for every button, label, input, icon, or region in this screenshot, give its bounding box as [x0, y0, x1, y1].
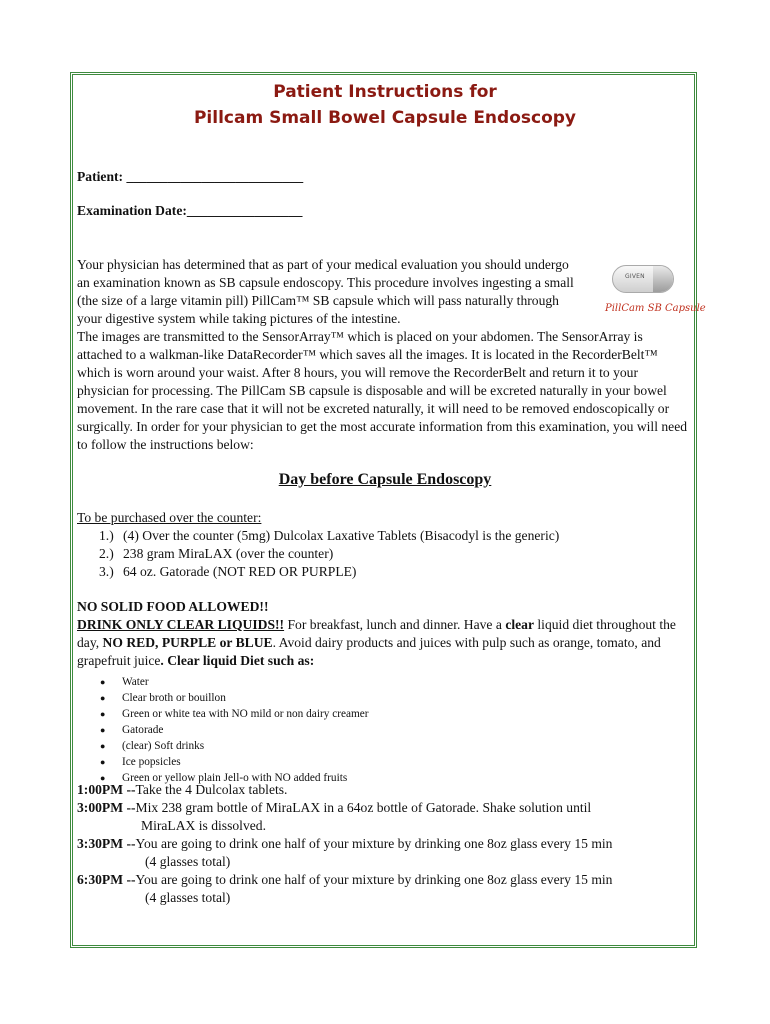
bullet-icon: ●	[100, 677, 106, 687]
item-text: Green or white tea with NO mild or non dairy creamer	[122, 708, 369, 720]
capsule-cap	[653, 266, 673, 292]
schedule-row	[77, 835, 689, 853]
list-item	[99, 563, 689, 581]
schedule-row	[77, 799, 689, 817]
diet-text: For breakfast, lunch and dinner. Have a	[284, 617, 506, 632]
intro-text-wrapped: Your physician has determined that as part of your medical evaluation you should undergo an examination known as SB capsule endoscopy. This procedure involves ingesting a small (the size of a large vitamin pill) PillCam™ SB capsule which will pass naturally through your digestive system while taking pictures of the intestine.	[77, 257, 574, 326]
diet-list-intro: . Clear liquid Diet such as:	[160, 653, 315, 668]
schedule-time: 3:30PM --	[77, 836, 136, 851]
item-text: Ice popsicles	[122, 756, 181, 768]
item-text: (clear) Soft drinks	[122, 740, 205, 752]
item-number: 1.)	[99, 528, 114, 543]
bullet-icon: ●	[100, 757, 106, 767]
item-number: 3.)	[99, 564, 114, 579]
diet-rules	[77, 598, 689, 786]
list-item	[99, 527, 689, 545]
bullet-icon: ●	[100, 773, 106, 783]
bullet-icon: ●	[100, 741, 106, 751]
capsule-logo: GIVEN	[625, 273, 645, 280]
color-restriction: NO RED, PURPLE or BLUE	[102, 635, 273, 650]
item-number: 2.)	[99, 546, 114, 561]
list-item	[99, 545, 689, 563]
intro-text-full: The images are transmitted to the SensorArray™ which is placed on your abdomen. The SensorArray is attached to a walkman-like DataRecorder™ which saves all the images. It is located in the RecorderBelt™ which is worn around your waist. After 8 hours, you will remove the RecorderBelt and return it to your physician for processing. The PillCam SB capsule is disposable and will be excreted naturally in your bowel movement. In the rare case that it will not be excreted naturally, it will need to be removed endoscopically or surgically. In order for your physician to get the most accurate information from this examination, you will need to follow the instructions below:	[77, 329, 688, 452]
purchase-section	[77, 509, 689, 581]
list-item	[100, 674, 689, 690]
list-item	[100, 738, 689, 754]
item-text: Water	[122, 676, 149, 688]
schedule-continuation: (4 glasses total)	[145, 854, 231, 869]
schedule-time: 6:30PM --	[77, 872, 136, 887]
diet-text: . Avoid dairy products and juices with pulp such as orange, tomato, and grapefruit juice	[77, 635, 661, 668]
schedule-text: You are going to drink one half of your mixture by drinking one 8oz glass every 15 min	[135, 836, 613, 851]
item-text: Green or yellow plain Jell-o with NO added fruits	[122, 772, 348, 784]
bullet-icon: ●	[100, 709, 106, 719]
intro-paragraph	[77, 256, 689, 454]
diet-text: liquid diet throughout the day,	[77, 617, 676, 650]
list-item	[100, 690, 689, 706]
schedule-text: Mix 238 gram bottle of MiraLAX in a 64oz bottle of Gatorade. Shake solution until	[135, 800, 592, 815]
schedule-row	[77, 871, 689, 889]
section-heading: Day before Capsule Endoscopy	[278, 471, 492, 488]
schedule-text: You are going to drink one half of your mixture by drinking one 8oz glass every 15 min	[135, 872, 613, 887]
purchase-list	[77, 527, 689, 581]
item-text: (4) Over the counter (5mg) Dulcolax Laxative Tablets (Bisacodyl is the generic)	[123, 528, 560, 543]
clear-liquid-list	[77, 674, 689, 786]
schedule	[77, 781, 689, 907]
document-title-line1: Patient Instructions for	[273, 82, 497, 102]
capsule-caption: PillCam SB Capsule	[605, 303, 706, 314]
purchase-heading: To be purchased over the counter:	[77, 510, 262, 525]
capsule-image	[612, 265, 674, 293]
document-title-line2: Pillcam Small Bowel Capsule Endoscopy	[193, 108, 577, 128]
list-item	[100, 754, 689, 770]
schedule-text: Take the 4 Dulcolax tablets.	[135, 782, 288, 797]
item-text: 64 oz. Gatorade (NOT RED OR PURPLE)	[123, 564, 357, 579]
bullet-icon: ●	[100, 693, 106, 703]
schedule-continuation: MiraLAX is dissolved.	[141, 818, 266, 833]
diet-paragraph	[77, 616, 689, 670]
exam-date-field: Examination Date:_________________	[77, 203, 303, 218]
bullet-icon: ●	[100, 725, 106, 735]
diet-emphasis: clear	[505, 617, 534, 632]
list-item	[100, 722, 689, 738]
schedule-row	[77, 781, 689, 799]
schedule-time: 3:00PM --	[77, 800, 136, 815]
list-item	[100, 706, 689, 722]
clear-liquid-warning: DRINK ONLY CLEAR LIQUIDS!!	[77, 617, 285, 632]
schedule-continuation: (4 glasses total)	[145, 890, 231, 905]
no-solid-warning: NO SOLID FOOD ALLOWED!!	[77, 599, 269, 614]
item-text: Clear broth or bouillon	[122, 692, 226, 704]
item-text: Gatorade	[122, 724, 164, 736]
schedule-time: 1:00PM --	[77, 782, 136, 797]
item-text: 238 gram MiraLAX (over the counter)	[123, 546, 334, 561]
patient-field: Patient: __________________________	[77, 169, 304, 184]
